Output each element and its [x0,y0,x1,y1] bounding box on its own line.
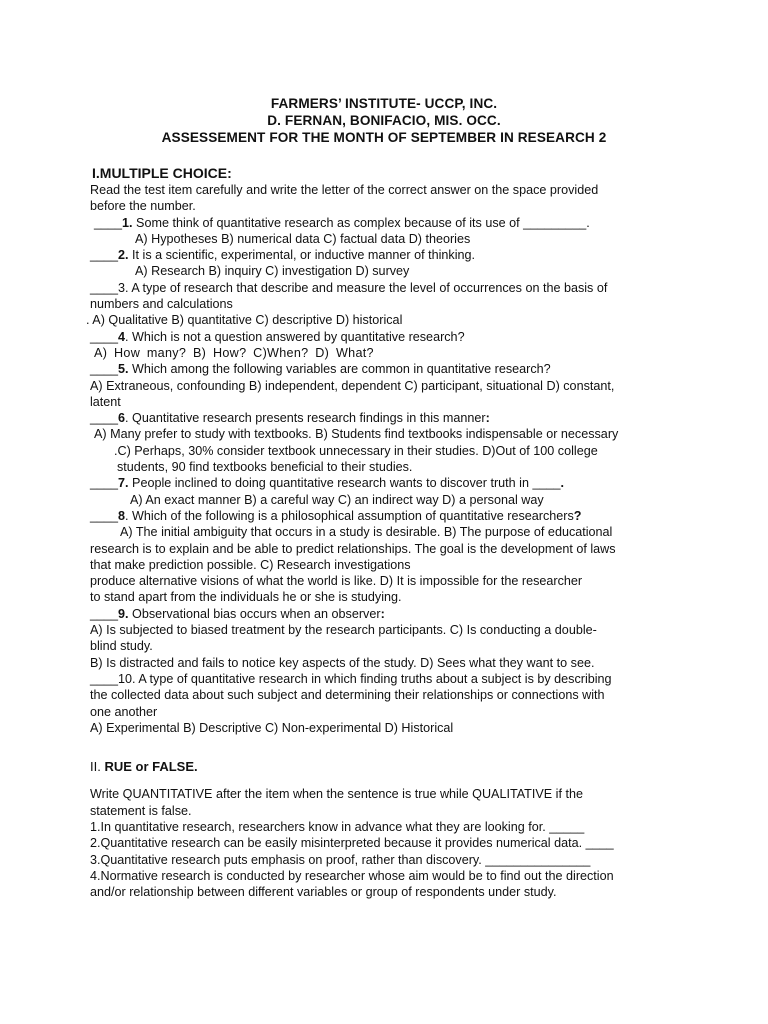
answer-blank: ____ [90,476,119,491]
tf-item-3: 3.Quantitative research puts emphasis on proof, rather than discovery. _______________ [90,852,591,867]
question-6-choices-cont: .C) Perhaps, 30% consider textbook unnecessary in their studies. D)Out of 100 college [114,443,598,458]
question-text: . Quantitative research presents research findings in this manner [125,411,486,426]
question-number: 9. [118,606,129,621]
answer-blank: ____ [90,248,119,263]
question-9 [90,606,690,622]
question-7-choices: A) An exact manner B) a careful way C) an indirect way D) a personal way [130,492,544,507]
question-1 [90,215,690,231]
question-10-choices: A) Experimental B) Descriptive C) Non-experimental D) Historical [90,720,454,735]
answer-blank: ____ [90,606,119,621]
question-number: 2. [118,248,129,263]
section-1-body [86,182,690,736]
question-text: Some think of quantitative research as complex because of its use of _________. [132,215,590,230]
question-1-choices: A) Hypotheses B) numerical data C) factual data D) theories [135,231,471,246]
section-1-title: I.MULTIPLE CHOICE: [92,165,232,181]
question-8 [90,508,690,524]
answer-blank: ____ [90,508,119,523]
section-2-instructions-cont: statement is false. [90,803,192,818]
question-5-choices-cont: latent [90,394,121,409]
school-name: FARMERS’ INSTITUTE- UCCP, INC. [270,96,498,111]
question-10-cont-2: one another [90,704,158,719]
question-5 [90,361,690,377]
question-number: 4 [118,329,126,344]
question-text: . Which of the following is a philosophical assumption of quantitative researchers [125,508,574,523]
question-text: People inclined to doing quantitative research wants to discover truth in ____ [128,476,561,491]
question-8-choices-cont-3: produce alternative visions of what the world is like. D) It is impossible for the researcher [90,574,583,589]
section-2-instructions: Write QUANTITATIVE after the item when the sentence is true while QUALITATIVE if the [90,787,583,802]
question-number: 7. [118,476,129,491]
question-8-choices: A) The initial ambiguity that occurs in a study is desirable. B) The purpose of educational [120,525,613,540]
question-text: Which among the following variables are common in quantitative research? [128,362,551,377]
question-2-choices: A) Research B) inquiry C) investigation D) survey [135,264,410,279]
question-number: 1. [122,215,133,230]
question-3: ____3. A type of research that describe and measure the level of occurrences on the basis of [90,280,608,295]
question-text: . Which is not a question answered by quantitative research? [125,329,465,344]
question-6-choices-cont-2: students, 90 find textbooks beneficial to their studies. [117,460,413,475]
assessment-title: ASSESSEMENT FOR THE MONTH OF SEPTEMBER IN RESEARCH 2 [161,130,607,145]
question-8-choices-cont-4: to stand apart from the individuals he or she is studying. [90,590,402,605]
answer-blank: ____ [94,215,123,230]
question-colon: : [485,411,490,426]
section-1-instructions-cont: before the number. [90,199,196,214]
answer-blank: ____ [90,411,119,426]
question-8-choices-cont: research is to explain and be able to predict relationships. The goal is the development of laws [90,541,616,556]
section-1-instructions: Read the test item carefully and write the letter of the correct answer on the space provided [90,183,599,197]
question-9-choices: A) Is subjected to biased treatment by the research participants. C) Is conducting a double- [90,623,597,638]
question-9-choices-cont: blind study. [90,639,153,654]
question-number: 8 [118,508,126,523]
question-2 [90,247,690,263]
question-7 [90,475,690,491]
question-8-choices-cont-2: that make prediction possible. C) Research investigations [90,557,411,572]
question-9-choices-cont-2: B) Is distracted and fails to notice key aspects of the study. D) Sees what they want to see. [90,655,595,670]
tf-item-1: 1.In quantitative research, researchers know in advance what they are looking for. _____ [90,819,585,834]
document-header [0,95,768,146]
question-text: Observational bias occurs when an observer [128,606,381,621]
question-4 [90,329,690,345]
question-10-cont: the collected data about such subject and determining their relationships or connections with [90,688,605,703]
question-10: ____10. A type of quantitative research in which finding truths about a subject is by describing [90,671,612,686]
question-number: 6 [118,411,126,426]
question-colon: : [380,606,385,621]
answer-blank: ____ [90,362,119,377]
question-3-choices: . A) Qualitative B) quantitative C) descriptive D) historical [86,313,403,328]
answer-blank: ____ [90,329,119,344]
question-6 [90,410,690,426]
tf-item-4: 4.Normative research is conducted by researcher whose aim would be to find out the direction [90,868,614,883]
tf-item-2: 2.Quantitative research can be easily misinterpreted because it provides numerical data. ____ [90,836,614,851]
section-2-numeral: II. [90,759,105,775]
question-period: . [560,476,564,491]
section-2-heading: RUE or FALSE. [104,759,198,775]
question-5-choices: A) Extraneous, confounding B) independent, dependent C) participant, situational D) constant, [90,378,615,393]
question-mark: ? [573,508,582,523]
question-6-choices: A) Many prefer to study with textbooks. B) Students find textbooks indispensable or necessary [94,427,619,442]
question-3-cont: numbers and calculations [90,297,233,312]
question-4-choices: A) How many? B) How? C)When? D) What? [94,345,374,360]
school-address: D. FERNAN, BONIFACIO, MIS. OCC. [267,113,501,128]
section-2-title [90,759,768,775]
section-2-body [90,786,690,900]
tf-item-4-cont: and/or relationship between different variables or group of respondents under study. [90,885,557,900]
question-number: 5. [118,362,129,377]
question-text: It is a scientific, experimental, or inductive manner of thinking. [128,248,476,263]
